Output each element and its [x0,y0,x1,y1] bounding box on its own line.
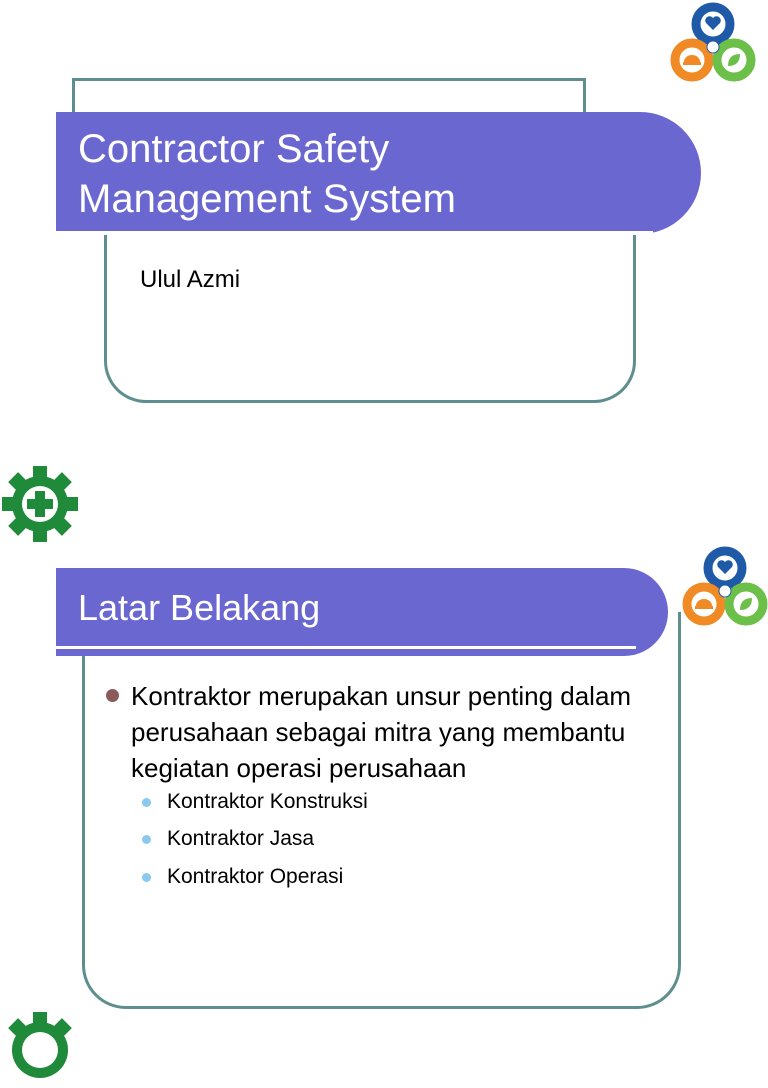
slide-1 [0,0,768,420]
author-name: Ulul Azmi [140,266,241,293]
bullet-dot [106,689,119,702]
sub-bullet-item [142,826,314,852]
hse-logo-icon [668,0,758,90]
bullet-item [106,678,666,786]
slide-2-title: Latar Belakang [78,587,321,628]
title-underline [56,646,636,649]
k3-gear-cross-icon [2,466,78,542]
title-line-1: Contractor Safety [78,127,390,171]
sub-bullet-text: Kontraktor Operasi [167,865,344,888]
sub-bullet-dot [142,835,151,844]
k3-gear-cross-icon [2,1012,78,1088]
sub-bullet-dot [142,873,151,882]
sub-bullet-text: Kontraktor Konstruksi [167,790,368,813]
slide-1-title [78,124,638,224]
sub-bullet-dot [142,798,151,807]
hse-logo-icon [680,544,768,634]
sub-bullet-item [142,789,368,815]
sub-bullet-item [142,864,343,890]
title-line-2: Management System [78,177,456,221]
bullet-text: Kontraktor merupakan unsur penting dalam perusahaan sebagai mitra yang membantu kegiatan operasi perusahaan [131,681,632,783]
sub-bullet-text: Kontraktor Jasa [167,827,315,850]
title-underline [56,231,653,235]
